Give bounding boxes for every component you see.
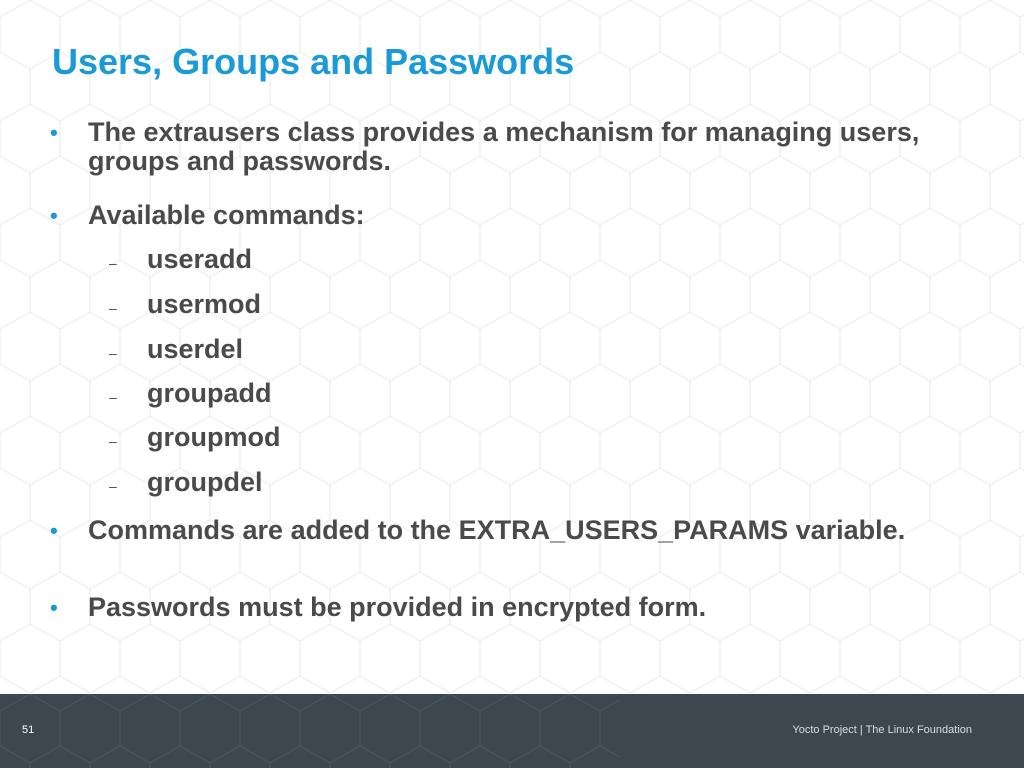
sub-bullet-item [109,244,253,274]
command-text: groupadd [147,378,272,408]
command-text: useradd [147,244,253,274]
command-text: groupmod [147,422,281,452]
sub-bullet-item [109,334,244,364]
sub-bullet-item [109,467,263,497]
dash-icon: – [109,478,117,494]
dash-icon: – [109,389,117,405]
footer-credit: Yocto Project | The Linux Foundation [792,724,972,736]
bullet-item [50,117,948,176]
bullet-item [50,200,948,230]
sub-bullet-item [109,378,272,408]
dash-icon: – [109,345,117,361]
command-text: groupdel [147,467,263,497]
bullet-icon: • [50,120,58,145]
bullet-icon: • [50,203,58,228]
slide-footer [0,694,1024,768]
sub-bullet-item [109,422,281,452]
command-text: usermod [147,289,262,319]
command-text: userdel [147,334,244,364]
bullet-text: Commands are added to the EXTRA_USERS_PARAMS variable. [88,515,906,545]
bullet-item [50,592,948,622]
dash-icon: – [109,255,117,271]
dash-icon: – [109,433,117,449]
bullet-item [50,515,948,545]
sub-bullet-item [109,289,262,319]
bullet-text: The extrausers class provides a mechanism for managing users, groups and passwords. [88,117,920,176]
bullet-icon: • [50,518,58,543]
bullet-text: Available commands: [88,200,365,230]
bullet-icon: • [50,595,58,620]
slide-title: Users, Groups and Passwords [52,41,575,82]
bullet-text: Passwords must be provided in encrypted form. [88,592,707,622]
dash-icon: – [109,300,117,316]
page-number: 51 [22,724,35,736]
